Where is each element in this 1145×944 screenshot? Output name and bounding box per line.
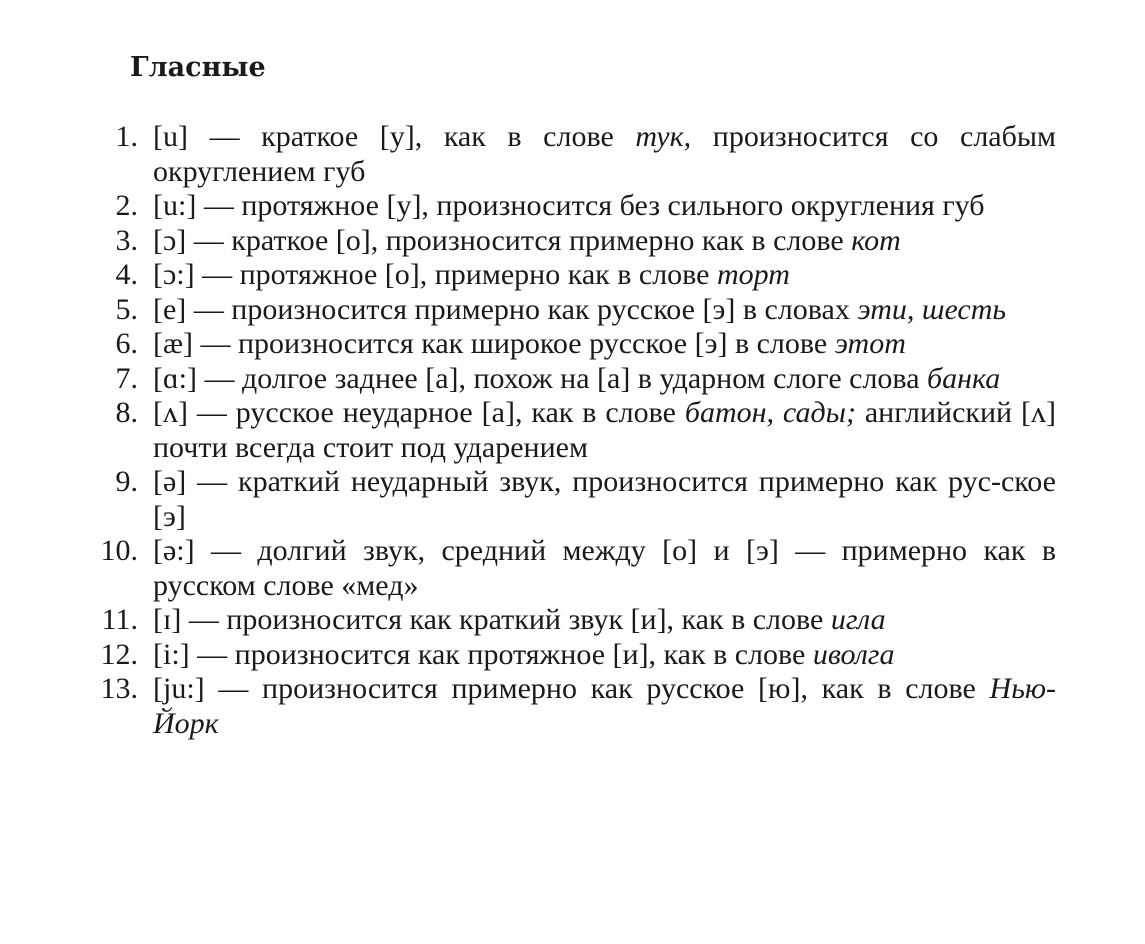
- item-text-part: [æ] — произносится как широкое русское [э] в слове: [153, 327, 835, 360]
- item-number: 10.: [100, 534, 138, 567]
- item-number: 12.: [100, 637, 138, 671]
- vowel-list-item: [0, 258, 1145, 293]
- item-number: 5.: [115, 292, 138, 326]
- item-text-part: [i:] — произносится как протяжное [и], как в слове: [153, 637, 813, 671]
- vowel-list-item: [0, 224, 1145, 259]
- item-number: 7.: [115, 361, 138, 395]
- item-text: [153, 465, 1056, 534]
- item-number: 2.: [115, 189, 138, 222]
- item-text: [153, 224, 1056, 259]
- item-text: [153, 672, 1056, 741]
- item-text-part: [ə:] — долгий звук, средний между [о] и [э] — примерно как в русском слове «мед»: [153, 534, 1056, 602]
- vowel-list-item: [0, 327, 1145, 362]
- item-text: [153, 189, 1056, 224]
- vowel-list-item: [0, 396, 1145, 465]
- item-text: [153, 396, 1056, 465]
- item-text-part: [ə] — краткий неударный звук, произносится примерно как рус-​ское [э]: [153, 465, 1056, 533]
- item-text: [153, 603, 1056, 638]
- item-number: 4.: [115, 258, 138, 291]
- vowel-list-item: [0, 672, 1145, 741]
- item-text-part: [ɔ] — краткое [о], произносится примерно как в слове: [153, 223, 852, 257]
- item-text: [153, 258, 1056, 293]
- item-text-part: [u:] — протяжное [у], произносится без сильного округления губ: [153, 189, 985, 222]
- item-text: [153, 327, 1056, 362]
- example-word: этот: [834, 327, 906, 360]
- item-text: [153, 534, 1056, 603]
- item-text-part: [u] — краткое [у], как в слове: [153, 120, 636, 153]
- item-text-part: [ɪ] — произносится как краткий звук [и], как в слове: [153, 603, 831, 636]
- example-word: торт: [716, 258, 790, 291]
- item-text-part: [ɔ:] — протяжное [о], примерно как в слове: [153, 258, 717, 291]
- item-number: 13.: [100, 672, 138, 705]
- example-word: Нью-Йорк: [153, 672, 1056, 740]
- item-number: 8.: [115, 396, 138, 429]
- example-word: батон, сады;: [684, 396, 856, 429]
- item-text: [153, 638, 1056, 673]
- example-word: банка: [927, 361, 1001, 395]
- item-number: 11.: [101, 603, 138, 636]
- vowel-list-item: [0, 362, 1145, 397]
- item-text: [153, 120, 1056, 189]
- example-word: эти, шесть: [857, 292, 1007, 326]
- item-text-part: [ju:] — произносится примерно как русское [ю], как в слове: [153, 672, 990, 705]
- item-text-part: произносится со слабым округлением губ: [153, 120, 1057, 188]
- item-number: 9.: [115, 465, 138, 498]
- vowel-list-item: [0, 293, 1145, 328]
- item-text-part: [e] — произносится примерно как русское [э] в словах: [153, 292, 858, 326]
- vowel-list-item: [0, 534, 1145, 603]
- item-text-part: [ɑ:] — долгое заднее [а], похож на [а] в ударном слоге слова: [153, 361, 928, 395]
- vowel-list-item: [0, 120, 1145, 189]
- section-heading: Гласные: [130, 52, 266, 83]
- item-number: 1.: [115, 120, 138, 153]
- vowel-list-item: [0, 603, 1145, 638]
- vowel-list: [0, 120, 1145, 741]
- example-word: игла: [830, 603, 886, 636]
- vowel-list-item: [0, 638, 1145, 673]
- item-number: 6.: [115, 327, 138, 360]
- example-word: иволга: [812, 637, 895, 671]
- item-text-part: [ʌ] — русское неударное [а], как в слове: [153, 396, 685, 429]
- item-number: 3.: [115, 223, 138, 257]
- example-word: тук,: [635, 120, 692, 153]
- example-word: кот: [851, 223, 901, 257]
- vowel-list-item: [0, 189, 1145, 224]
- item-text-part: английский [ʌ] почти всегда стоит под ударением: [153, 396, 1056, 464]
- vowel-list-item: [0, 465, 1145, 534]
- item-text: [153, 362, 1056, 397]
- item-text: [153, 293, 1056, 328]
